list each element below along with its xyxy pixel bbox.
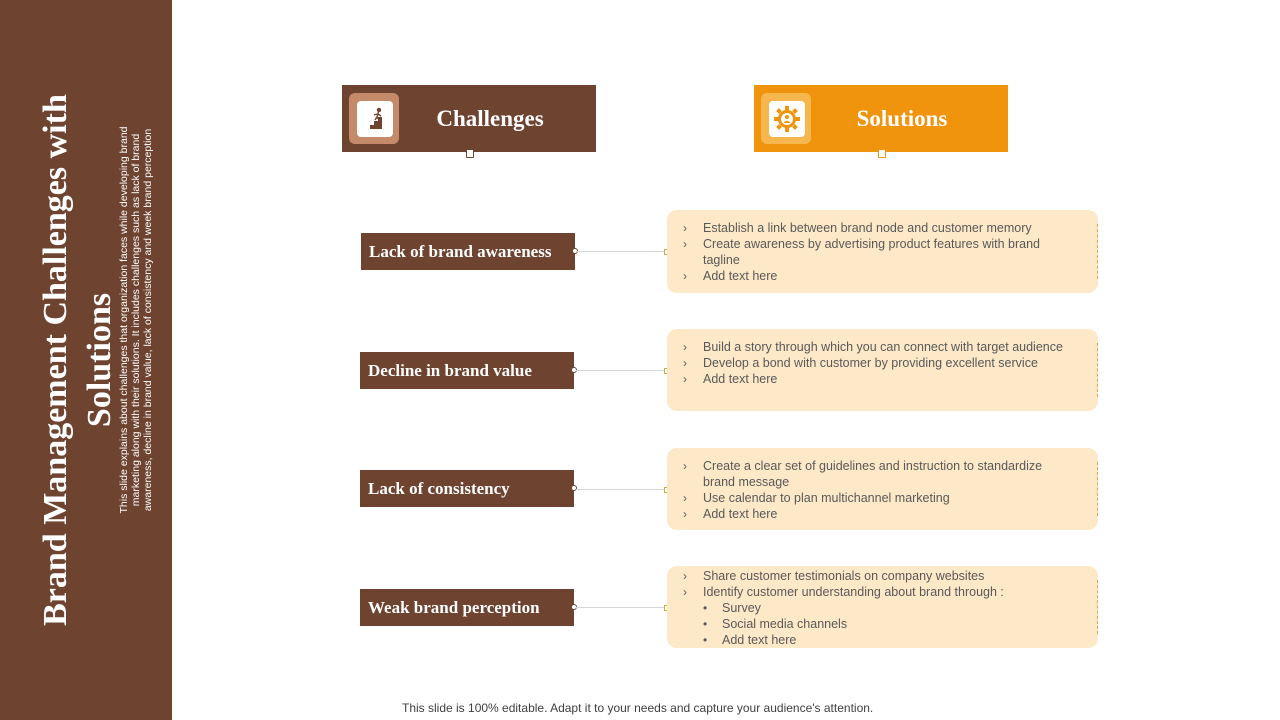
slide-description: This slide explains about challenges that organization faces while developing brand marketing along with their solutions. It includes challenges such as lack of brand awareness, decline in brand value, lack of consistency and week brand perception (118, 126, 154, 514)
solution-box (667, 329, 1098, 411)
solution-item: › Create awareness by advertising product features with brand tagline (683, 237, 1040, 267)
footer-note: This slide is 100% editable. Adapt it to your needs and capture your audience's attention. (402, 701, 874, 715)
chevron-right-icon: › (683, 569, 687, 583)
chevron-right-icon: › (683, 372, 687, 386)
challenge-box (361, 233, 575, 270)
connector-line (576, 370, 666, 371)
solution-item: › Share customer testimonials on company websites (683, 569, 985, 583)
solution-box (667, 566, 1098, 648)
connector-line (576, 489, 666, 490)
challenges-pin (466, 149, 474, 158)
chevron-right-icon: › (683, 585, 687, 599)
solution-dash (1097, 580, 1098, 634)
solution-sub-item: • Social media channels (703, 617, 848, 631)
solution-item: › Add text here (683, 269, 778, 283)
solution-box (667, 210, 1098, 293)
challenges-label: Challenges (436, 106, 544, 131)
challenges-icon-box (349, 93, 399, 144)
solution-dash (1097, 224, 1098, 279)
solution-dash (1097, 343, 1098, 397)
solution-item: › Use calendar to plan multichannel marketing (683, 491, 950, 505)
challenge-label: Lack of brand awareness (369, 242, 552, 261)
solution-item: › Establish a link between brand node and customer memory (683, 221, 1032, 235)
chevron-right-icon: › (683, 491, 687, 505)
solution-item: › Develop a bond with customer by providing excellent service (683, 356, 1038, 370)
challenge-box (360, 352, 574, 389)
solutions-label: Solutions (856, 106, 948, 131)
chevron-right-icon: › (683, 507, 687, 521)
solution-item: › Identify customer understanding about brand through : (683, 585, 1004, 599)
chevron-right-icon: › (683, 221, 687, 235)
chevron-right-icon: › (683, 237, 687, 251)
solution-item: › Add text here (683, 372, 778, 386)
gear-person-icon (769, 101, 805, 137)
bullet-icon: • (703, 601, 708, 615)
sidebar (0, 0, 172, 720)
challenge-box (360, 589, 574, 626)
connector-line (576, 251, 666, 252)
chevron-right-icon: › (683, 459, 687, 473)
challenge-label: Weak brand perception (368, 598, 540, 617)
solution-item: › Build a story through which you can connect with target audience (683, 340, 1063, 354)
challenges-header (342, 85, 596, 152)
chevron-right-icon: › (683, 340, 687, 354)
connector-line (576, 607, 666, 608)
bullet-icon: • (703, 617, 708, 631)
solutions-pin (878, 149, 886, 158)
chevron-right-icon: › (683, 356, 687, 370)
solution-dash (1097, 462, 1098, 516)
challenge-label: Lack of consistency (368, 479, 510, 498)
solutions-header (754, 85, 1008, 152)
slide-title: Brand Management Challenges with Solutions (37, 94, 118, 626)
challenge-box (360, 470, 574, 507)
solution-box (667, 448, 1098, 530)
bullet-icon: • (703, 633, 708, 647)
solution-sub-item: • Survey (703, 601, 761, 615)
solution-sub-item: • Add text here (703, 633, 797, 647)
solution-item: › Create a clear set of guidelines and instruction to standardize brand message (683, 459, 1043, 489)
connector-dot (571, 485, 577, 491)
stairs-climber-icon (357, 101, 393, 137)
chevron-right-icon: › (683, 269, 687, 283)
solution-item: › Add text here (683, 507, 778, 521)
challenge-label: Decline in brand value (368, 361, 532, 380)
solutions-icon-box (761, 93, 811, 144)
